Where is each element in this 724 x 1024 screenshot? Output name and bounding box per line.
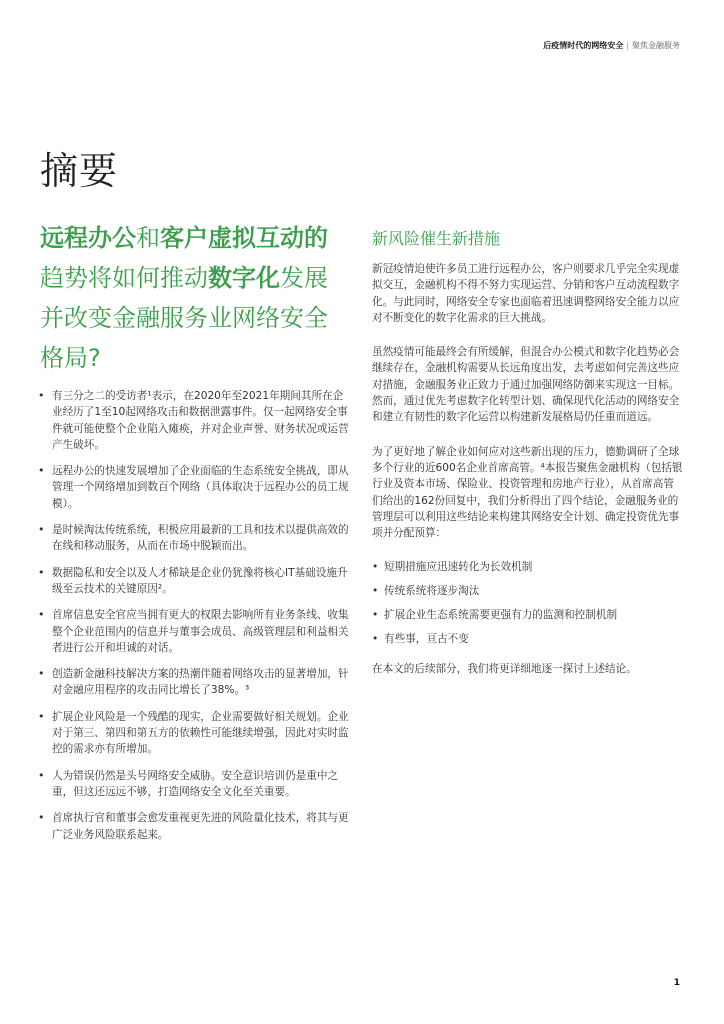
list-item: • 是时候淘汰传统系统，积极应用最新的工具和技术以提供高效的在线和移动服务，从而在市场中脱颖而出。 xyxy=(38,522,353,555)
list-item: • 扩展企业生态系统需要更强有力的监测和控制机制 xyxy=(372,607,684,623)
paragraph: 在本文的后续部分，我们将更详细地逐一探讨上述结论。 xyxy=(372,663,637,676)
subtitle-customer-virtual: 客户虚拟互动的 xyxy=(160,224,328,252)
list-item: • 创造新金融科技解决方案的热潮伴随着网络攻击的显著增加，针对金融应用程序的攻击同比增长了38%。³ xyxy=(38,666,353,699)
subtitle-and: 和 xyxy=(136,224,160,252)
subtitle-rest: 发展并改变金融服务业网络安全格局? xyxy=(40,264,328,372)
paragraph: 虽然疫情可能最终会有所缓解，但混合办公模式和数字化趋势必会继续存在，金融机构需要从长远角度出发，去考虑如何完善这些应对措施，金融服务业正致力于通过加强网络防御来实现这一目标。然而，通过优先考虑数字化转型计划、确保现代化活动的网络安全和建立有韧性的数字化运营以构建新发展格局仍任重而道远。 xyxy=(372,346,680,424)
list-item: • 首席执行官和董事会愈发重视更先进的风险量化技术，将其与更广泛业务风险联系起来。 xyxy=(38,810,353,843)
page-title: 摘要 xyxy=(40,149,119,193)
list-item: • 远程办公的快速发展增加了企业面临的生态系统安全挑战，即从管理一个网络增加到数百个网络（具体取决于远程办公的员工规模）。 xyxy=(38,463,353,512)
header-separator: | xyxy=(626,41,629,50)
list-item: • 数据隐私和安全以及人才稀缺是企业仍犹豫将核心IT基础设施升级至云技术的关键原因²。 xyxy=(38,565,353,598)
right-column xyxy=(372,226,684,696)
subtitle-trend: 趋势将如何推动 xyxy=(40,264,208,292)
list-item: • 传统系统将逐步淘汰 xyxy=(372,583,684,599)
subtitle-digital: 数字化 xyxy=(208,264,280,292)
header-title: 后疫情时代的网络安全 xyxy=(543,41,624,50)
subtitle-remote-work: 远程办公 xyxy=(40,224,136,252)
header-subtitle: 聚焦金融服务 xyxy=(632,41,680,50)
page-number: 1 xyxy=(673,978,680,988)
list-item: • 短期措施应迅速转化为长效机制 xyxy=(372,559,684,575)
conclusions-list xyxy=(372,559,684,647)
paragraph: 为了更好地了解企业如何应对这些新出现的压力，德勤调研了全球多个行业的近600名企业首席高管。⁴本报告聚焦金融机构（包括银行业及资本市场、保险业、投资管理和房地产行业），从首席高管们给出的162份回复中，我们分析得出了四个结论，金融服务业的管理层可以利用这些结论来构建其网络安全计划、确定投资优先事项并分配预算： xyxy=(372,445,683,540)
list-item: • 首席信息安全官应当拥有更大的权限去影响所有业务条线、收集整个企业范围内的信息并与董事会成员、高级管理层和利益相关者进行公开和坦诚的对话。 xyxy=(38,607,353,656)
list-item: • 有三分之二的受访者¹表示，在2020年至2021年期间其所在企业经历了1至10起网络攻击和数据泄露事件。仅一起网络安全事件就可能使整个企业陷入瘫痪，并对企业声誉、财务状况或运营产生破坏。 xyxy=(38,388,353,453)
list-item: • 扩展企业风险是一个残酷的现实，企业需要做好相关规划。企业对于第三、第四和第五方的依赖性可能继续增强，因此对实时监控的需求亦有所增加。 xyxy=(38,709,353,758)
list-item: • 人为错误仍然是头号网络安全威胁。安全意识培训仍是重中之重，但这还远远不够，打造网络安全文化至关重要。 xyxy=(38,768,353,801)
running-header xyxy=(543,40,680,51)
paragraph: 新冠疫情迫使许多员工进行远程办公，客户则要求几乎完全实现虚拟交互，金融机构不得不努力实现运营、分销和客户互动流程数字化。与此同时，网络安全专家也面临着迅速调整网络安全能力以应对不断变化的数字化需求的巨大挑战。 xyxy=(372,263,680,324)
section-subtitle xyxy=(40,218,350,378)
key-findings-list xyxy=(38,388,353,853)
right-heading: 新风险催生新措施 xyxy=(372,229,501,248)
list-item: • 有些事，亘古不变 xyxy=(372,631,684,647)
